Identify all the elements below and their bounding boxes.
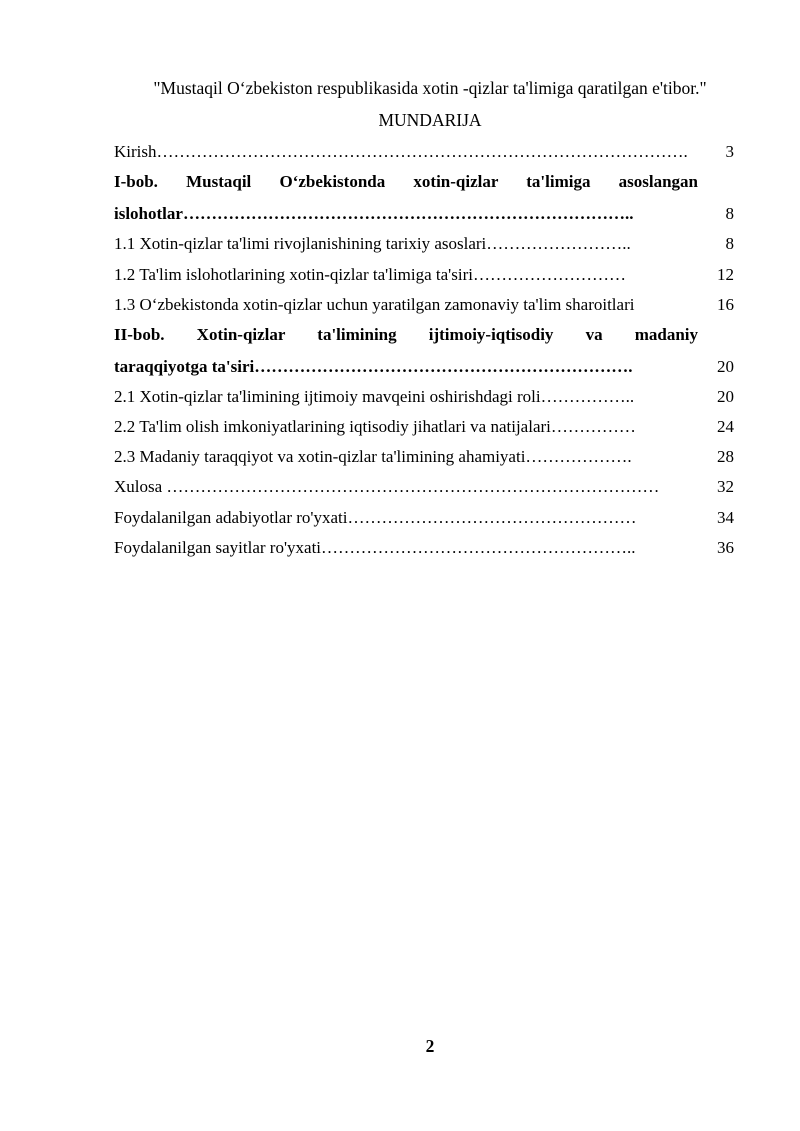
toc-entry-page: 16 (717, 295, 734, 314)
toc-entry-2-2 (114, 414, 734, 440)
toc-entry-2-3 (114, 444, 734, 470)
toc-entry-label: 2.3 Madaniy taraqqiyot va xotin-qizlar ta'limining ahamiyati………………. (114, 447, 632, 466)
toc-heading: MUNDARIJA (378, 110, 482, 130)
toc-entry-chapter-1-line-2 (114, 201, 734, 227)
toc-entry-label: I-bob. Mustaqil O‘zbekistonda xotin-qizlar ta'limiga asoslangan (114, 172, 698, 191)
toc-entry-page: 3 (725, 142, 734, 161)
toc-entry-sayitlar (114, 535, 734, 561)
toc-entry-page: 34 (717, 508, 734, 527)
toc-entry-label: Xulosa …………………………………………………………………………… (114, 477, 660, 496)
toc-entry-2-1 (114, 384, 734, 410)
toc-entry-page: 36 (717, 538, 734, 557)
toc-entry-xulosa (114, 474, 734, 500)
toc-entry-1-1 (114, 231, 734, 257)
toc-entry-page: 20 (717, 387, 734, 406)
toc-entry-label: 2.1 Xotin-qizlar ta'limining ijtimoiy mavqeini oshirishdagi roli…………….. (114, 387, 635, 406)
document-title: "Mustaqil O‘zbekiston respublikasida xotin -qizlar ta'limiga qaratilgan e'tibor." (153, 78, 707, 98)
toc-entry-label: islohotlar…………………………………………………………………….. (114, 204, 634, 223)
toc-entry-label: II-bob. Xotin-qizlar ta'limining ijtimoiy-iqtisodiy va madaniy (114, 325, 698, 344)
toc-entry-page: 20 (717, 357, 734, 376)
toc-entry-chapter-2-line-1 (114, 322, 734, 348)
toc-entry-1-3 (114, 292, 734, 318)
toc-entry-1-2 (114, 262, 734, 288)
toc-entry-kirish (114, 139, 734, 165)
toc-entry-label: 1.2 Ta'lim islohotlarining xotin-qizlar ta'limiga ta'siri……………………… (114, 265, 626, 284)
toc-entry-chapter-1-line-1 (114, 169, 734, 195)
toc-entry-page: 8 (725, 234, 734, 253)
toc-entry-chapter-2-line-2 (114, 354, 734, 380)
toc-entry-adabiyotlar (114, 505, 734, 531)
toc-entry-label: Kirish…………………………………………………………………………………. (114, 142, 688, 161)
toc-entry-label: 1.1 Xotin-qizlar ta'limi rivojlanishining tarixiy asoslari…………………….. (114, 234, 631, 253)
toc-entry-label: Foydalanilgan sayitlar ro'yxati……………………………………………….. (114, 538, 636, 557)
toc-entry-page: 28 (717, 447, 734, 466)
toc-entry-label: 2.2 Ta'lim olish imkoniyatlarining iqtisodiy jihatlari va natijalari…………… (114, 417, 636, 436)
toc-entry-page: 8 (725, 204, 734, 223)
toc-entry-label: 1.3 O‘zbekistonda xotin-qizlar uchun yaratilgan zamonaviy ta'lim sharoitlari (114, 295, 635, 314)
toc-entry-page: 12 (717, 265, 734, 284)
toc-entry-page: 24 (717, 417, 734, 436)
toc-entry-page: 32 (717, 477, 734, 496)
toc-entry-label: taraqqiyotga ta'siri…………………………………………………………. (114, 357, 633, 376)
toc-entry-label: Foydalanilgan adabiyotlar ro'yxati…………………………………………… (114, 508, 637, 527)
page-number: 2 (425, 1036, 435, 1056)
